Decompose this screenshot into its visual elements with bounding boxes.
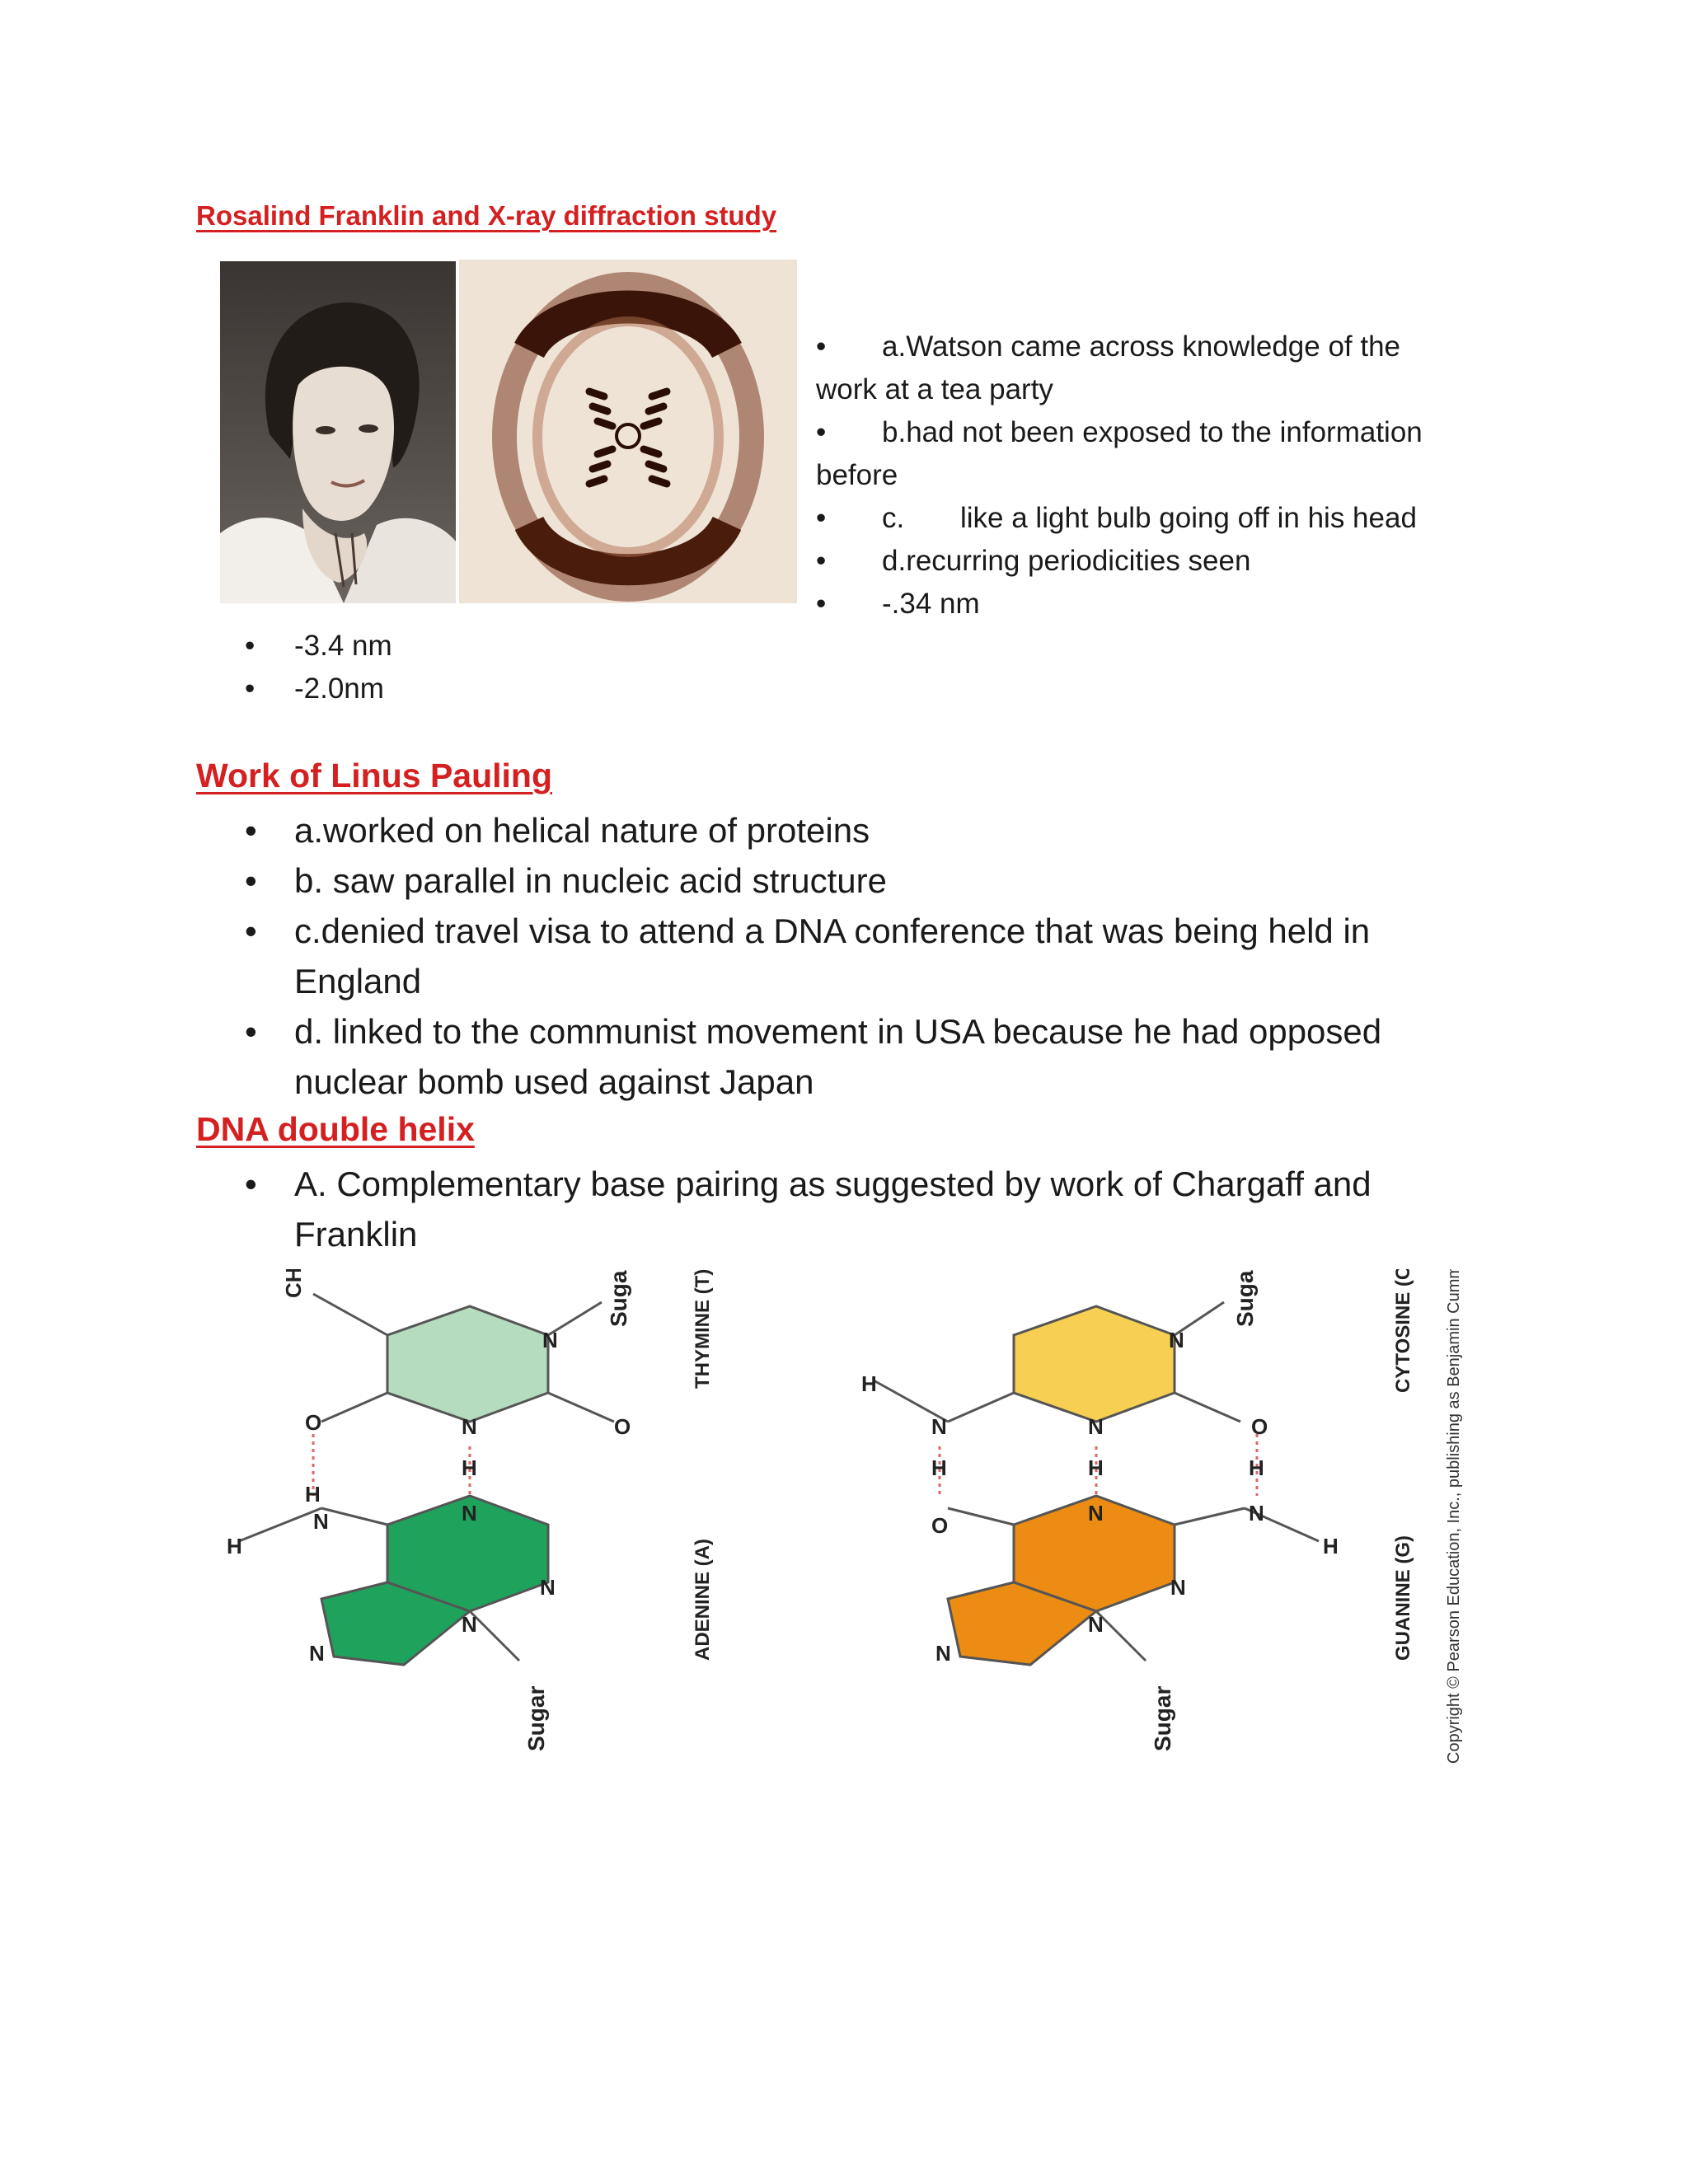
list-item: • d. linked to the communist movement in USA because he had opposed nuclear bomb used against Japan: [245, 1012, 1382, 1101]
measurement-bullet-list: [245, 625, 392, 710]
atom-n: N: [313, 1509, 329, 1534]
sugar-label: Sugar: [523, 1685, 549, 1751]
atom-n: N: [462, 1501, 477, 1526]
section-title-pauling: Work of Linus Pauling: [196, 757, 553, 794]
list-item: • d.recurring periodicities seen: [816, 545, 1251, 577]
section-title-franklin: Rosalind Franklin and X-ray diffraction study: [196, 200, 777, 231]
list-item: • b.had not been exposed to the information: [816, 416, 1423, 448]
atom-h: H: [861, 1371, 877, 1396]
watson-bullet-list: [816, 326, 1423, 626]
adenine-label: ADENINE (A): [692, 1539, 714, 1661]
double-helix-bullet-list: [245, 1159, 1372, 1259]
atom-h: H: [462, 1455, 477, 1480]
atom-n: N: [542, 1328, 558, 1352]
sugar-label: Sugar: [606, 1269, 631, 1327]
atom-n: N: [1170, 1575, 1186, 1600]
thymine-label: THYMINE (T): [692, 1269, 714, 1389]
atom-n: N: [935, 1641, 951, 1666]
atom-h: H: [1088, 1455, 1104, 1480]
list-item: • a.Watson came across knowledge of the: [816, 330, 1401, 363]
atom-h: H: [1323, 1534, 1339, 1558]
atom-o: O: [1251, 1414, 1268, 1439]
franklin-photo: [220, 261, 456, 603]
list-item: • c.denied travel visa to attend a DNA conference that was being held in England: [245, 912, 1371, 1001]
guanine-label: GUANINE (G): [1392, 1535, 1414, 1661]
list-item: work at a tea party: [816, 373, 1053, 405]
atom-o: O: [614, 1414, 631, 1439]
xray-diffraction-image: [459, 260, 797, 603]
section-title-double-helix: DNA double helix: [196, 1110, 475, 1148]
atom-n: N: [309, 1641, 325, 1666]
atom-n: N: [1088, 1414, 1104, 1439]
atom-n: N: [462, 1612, 477, 1637]
atom-n: N: [931, 1414, 947, 1439]
atom-h: H: [305, 1482, 321, 1507]
atom-h: H: [1249, 1455, 1264, 1480]
cytosine-ring: [1014, 1306, 1175, 1422]
atom-h: H: [227, 1534, 242, 1558]
pauling-bullet-list: [245, 805, 1382, 1107]
atom-n: N: [1088, 1501, 1104, 1526]
list-item: • A. Complementary base pairing as suggested by work of Chargaff and Franklin: [245, 1165, 1372, 1254]
cytosine-label: CYTOSINE (C): [1392, 1269, 1414, 1393]
list-item: • -3.4 nm: [245, 630, 392, 662]
thymine-ring: [387, 1306, 548, 1422]
atom-n: N: [1249, 1501, 1264, 1526]
list-item: • a.worked on helical nature of proteins: [245, 811, 870, 850]
atom-n: N: [462, 1414, 477, 1439]
atom-n: N: [1088, 1612, 1104, 1637]
list-item: • -2.0nm: [245, 673, 384, 705]
list-item: before: [816, 459, 898, 491]
atom-n: N: [1169, 1328, 1184, 1352]
list-item: • c. like a light bulb going off in his head: [816, 502, 1417, 534]
sugar-label: Sugar: [1150, 1685, 1175, 1751]
list-item: • b. saw parallel in nucleic acid structure: [245, 861, 888, 900]
atom-o: O: [305, 1410, 322, 1435]
atom-h: H: [931, 1455, 947, 1480]
atom-n: N: [540, 1575, 556, 1600]
atom-o: O: [931, 1513, 949, 1538]
ch3-label: CH3: [281, 1269, 306, 1298]
copyright-notice: Copyright © Pearson Education, Inc., publishing as Benjamin Cummings.: [1445, 1269, 1463, 1764]
list-item: • -.34 nm: [816, 588, 980, 620]
base-pairing-figure: [198, 1269, 1484, 1780]
sugar-label: Sugar: [1232, 1269, 1258, 1327]
